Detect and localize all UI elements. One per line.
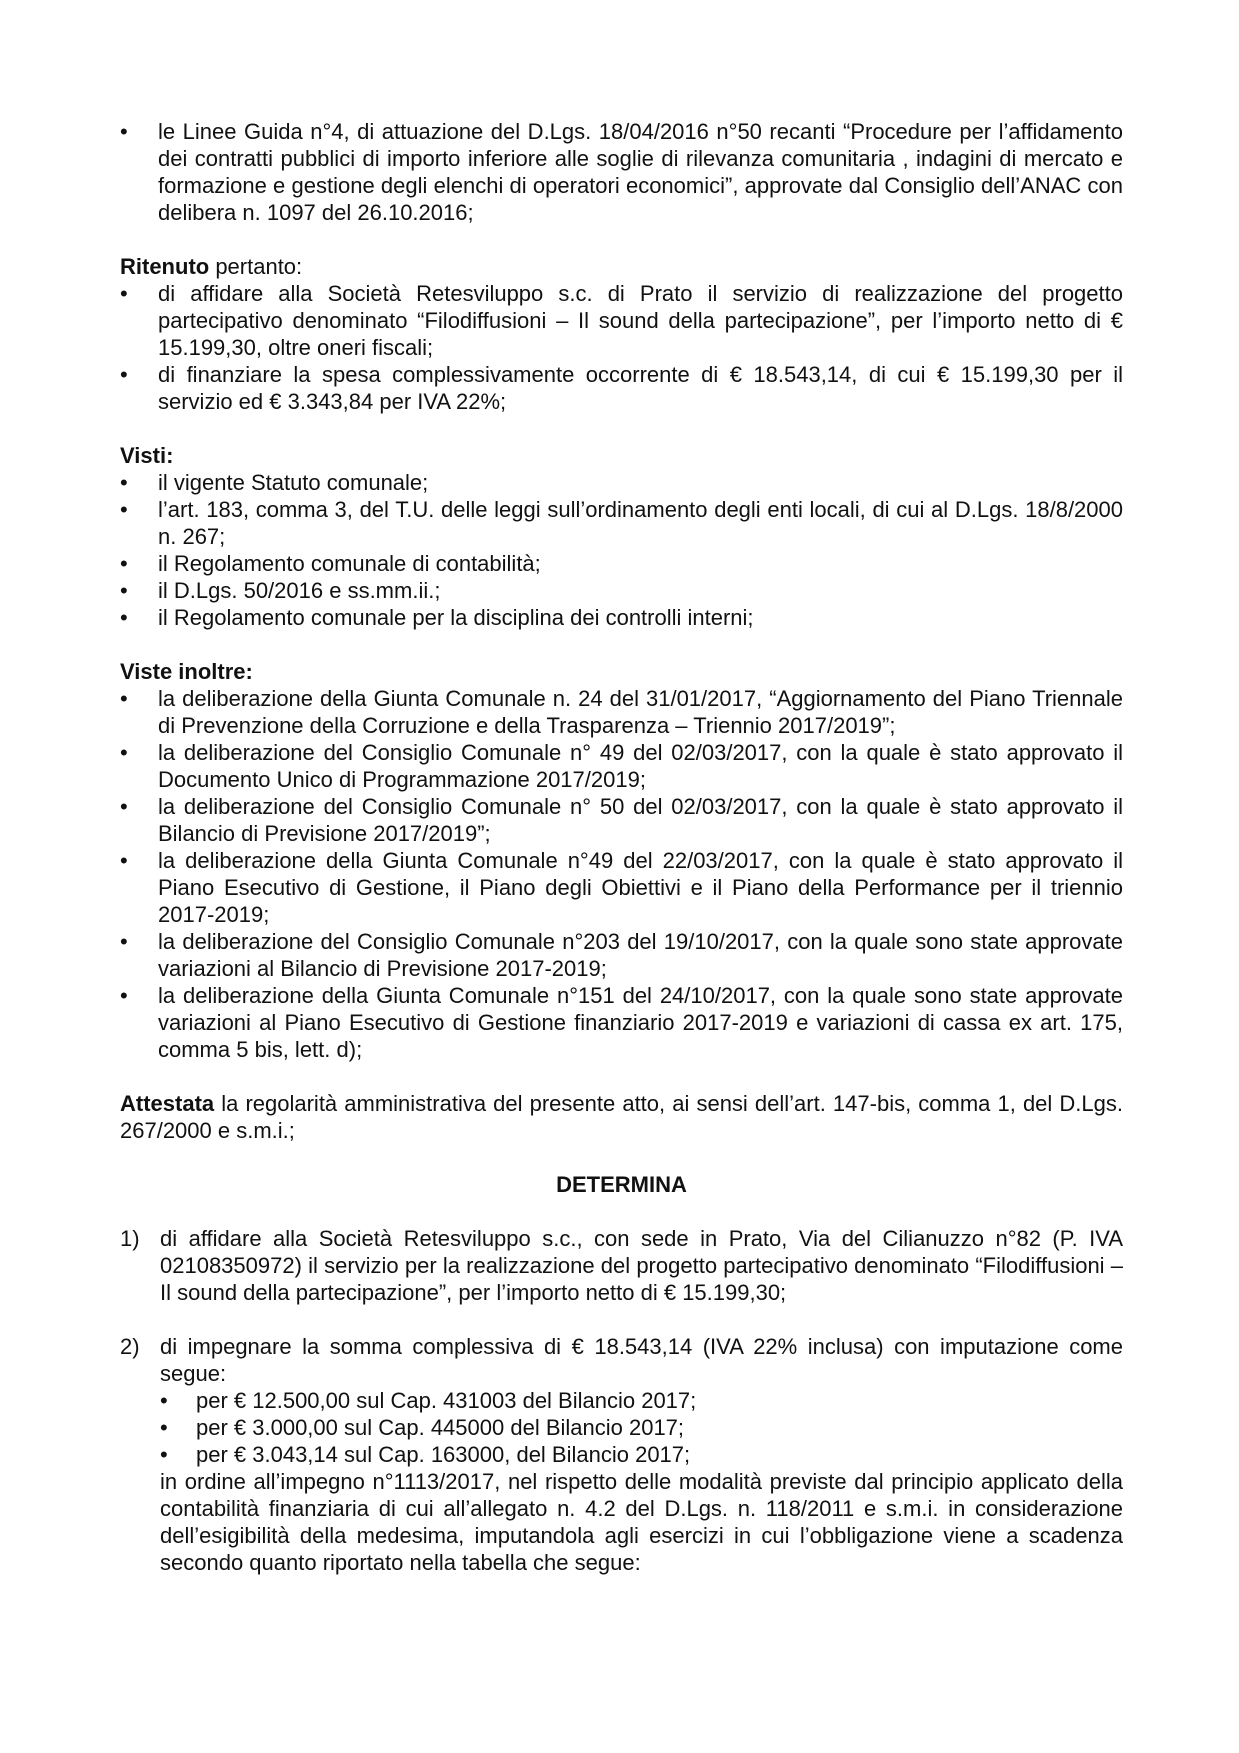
item-number: 2) bbox=[120, 1334, 140, 1359]
list-item: • per € 3.000,00 sul Cap. 445000 del Bilancio 2017; bbox=[160, 1414, 1123, 1441]
list-item: • di affidare alla Società Retesviluppo s.c. di Prato il servizio di realizzazione del progetto partecipativo denominato “Filodiffusioni – Il sound della partecipazione”, per l’importo netto di € 15.199,30, oltre oneri fiscali; bbox=[120, 280, 1123, 361]
visti-list bbox=[120, 469, 1123, 631]
attestata-paragraph bbox=[120, 1090, 1123, 1144]
item-number: 1) bbox=[120, 1226, 140, 1251]
viste-inoltre-heading: Viste inoltre: bbox=[120, 659, 253, 684]
item-text: di affidare alla Società Retesviluppo s.c., con sede in Prato, Via del Cilianuzzo n°82 (P. IVA 02108350972) il servizio per la realizzazione del progetto partecipativo denominato “Filodiffusioni – Il sound della partecipazione”, per l’importo netto di € 15.199,30; bbox=[160, 1226, 1123, 1305]
viste-inoltre-list bbox=[120, 685, 1123, 1063]
list-item: • il vigente Statuto comunale; bbox=[120, 469, 1123, 496]
attestata-rest: la regolarità amministrativa del presente atto, ai sensi dell’art. 147-bis, comma 1, del D.Lgs. 267/2000 e s.m.i.; bbox=[120, 1091, 1123, 1143]
list-item: • la deliberazione della Giunta Comunale n. 24 del 31/01/2017, “Aggiornamento del Piano Triennale di Prevenzione della Corruzione e della Trasparenza – Triennio 2017/2019”; bbox=[120, 685, 1123, 739]
item-tail-text: in ordine all’impegno n°1113/2017, nel rispetto delle modalità previste dal principio applicato della contabilità finanziaria di cui all’allegato n. 4.2 del D.Lgs. n. 118/2011 e s.m.i. in considerazione dell’esigibilità della medesima, imputandola agli esercizi in cui l’obbligazione viene a scadenza secondo quanto riportato nella tabella che segue: bbox=[160, 1469, 1123, 1575]
list-item: • la deliberazione della Giunta Comunale n°151 del 24/10/2017, con la quale sono state approvate variazioni al Piano Esecutivo di Gestione finanziario 2017-2019 e variazioni di cassa ex art. 175, comma 5 bis, lett. d); bbox=[120, 982, 1123, 1063]
allocation-list bbox=[160, 1387, 1123, 1468]
list-item: • il D.Lgs. 50/2016 e ss.mm.ii.; bbox=[120, 577, 1123, 604]
visti-section bbox=[120, 442, 1123, 631]
viste-inoltre-section bbox=[120, 658, 1123, 1063]
ritenuto-rest: pertanto: bbox=[209, 254, 303, 279]
determina-item-2 bbox=[120, 1333, 1123, 1576]
list-item: • il Regolamento comunale per la disciplina dei controlli interni; bbox=[120, 604, 1123, 631]
list-item: • la deliberazione del Consiglio Comunale n° 50 del 02/03/2017, con la quale è stato approvato il Bilancio di Previsione 2017/2019”; bbox=[120, 793, 1123, 847]
ritenuto-lead: Ritenuto bbox=[120, 254, 210, 279]
attestata-lead: Attestata bbox=[120, 1091, 215, 1116]
list-item: • di finanziare la spesa complessivamente occorrente di € 18.543,14, di cui € 15.199,30 per il servizio ed € 3.343,84 per IVA 22%; bbox=[120, 361, 1123, 415]
determina-title: DETERMINA bbox=[556, 1172, 687, 1197]
item-text: di impegnare la somma complessiva di € 18.543,14 (IVA 22% inclusa) con imputazione come segue: bbox=[160, 1334, 1123, 1386]
visti-heading: Visti: bbox=[120, 443, 174, 468]
list-item: • la deliberazione del Consiglio Comunale n°203 del 19/10/2017, con la quale sono state approvate variazioni al Bilancio di Previsione 2017-2019; bbox=[120, 928, 1123, 982]
ritenuto-section bbox=[120, 253, 1123, 415]
intro-bullet: • le Linee Guida n°4, di attuazione del D.Lgs. 18/04/2016 n°50 recanti “Procedure per l’affidamento dei contratti pubblici di importo inferiore alle soglie di rilevanza comunitaria , indagini di mercato e formazione e gestione degli elenchi di operatori economici”, approvate dal Consiglio dell’ANAC con delibera n. 1097 del 26.10.2016; bbox=[120, 118, 1123, 226]
intro-list bbox=[120, 118, 1123, 226]
ritenuto-list bbox=[120, 280, 1123, 415]
determina-item-1 bbox=[120, 1225, 1123, 1306]
ritenuto-heading bbox=[120, 253, 1123, 280]
list-item: • la deliberazione del Consiglio Comunale n° 49 del 02/03/2017, con la quale è stato approvato il Documento Unico di Programmazione 2017/2019; bbox=[120, 739, 1123, 793]
list-item: • l’art. 183, comma 3, del T.U. delle leggi sull’ordinamento degli enti locali, di cui al D.Lgs. 18/8/2000 n. 267; bbox=[120, 496, 1123, 550]
list-item: • la deliberazione della Giunta Comunale n°49 del 22/03/2017, con la quale è stato approvato il Piano Esecutivo di Gestione, il Piano degli Obiettivi e il Piano della Performance per il triennio 2017-2019; bbox=[120, 847, 1123, 928]
list-item: • il Regolamento comunale di contabilità; bbox=[120, 550, 1123, 577]
list-item: • per € 3.043,14 sul Cap. 163000, del Bilancio 2017; bbox=[160, 1441, 1123, 1468]
list-item: • per € 12.500,00 sul Cap. 431003 del Bilancio 2017; bbox=[160, 1387, 1123, 1414]
